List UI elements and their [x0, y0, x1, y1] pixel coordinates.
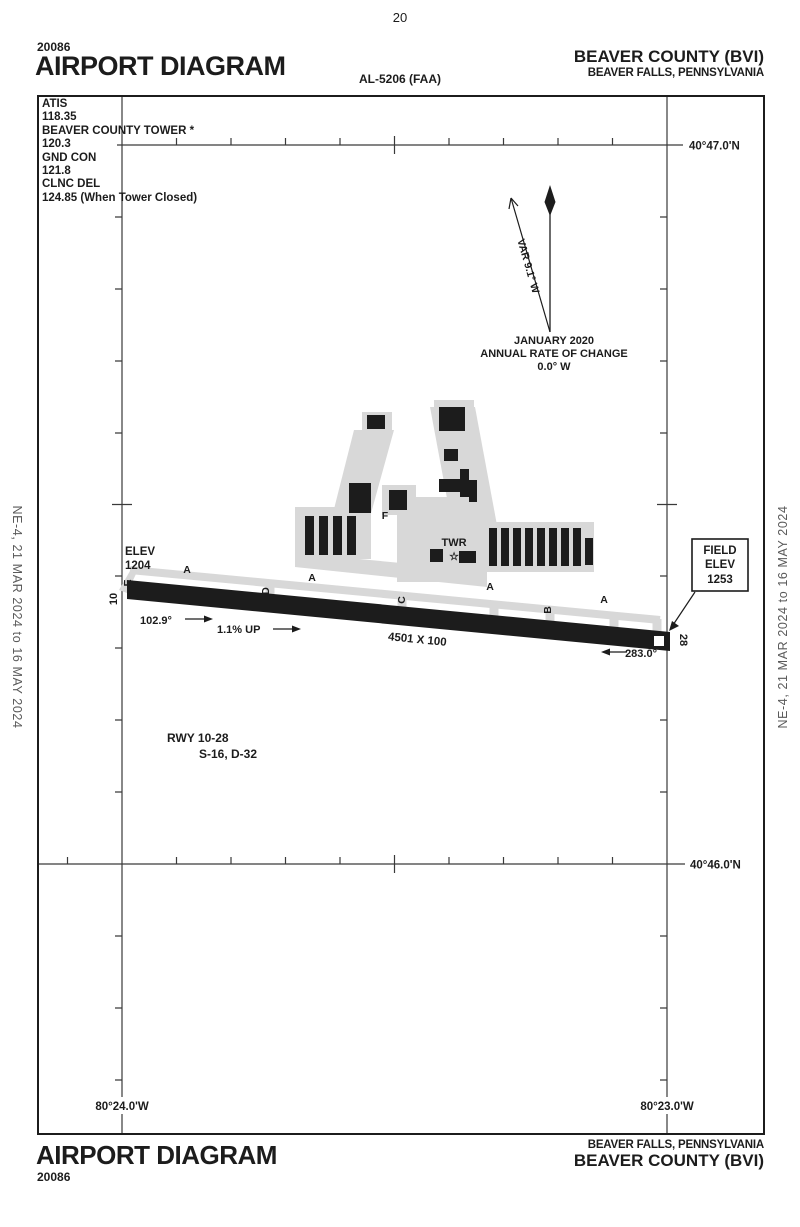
taxiway-a-label-1: A	[183, 564, 191, 576]
hangar-east	[537, 528, 545, 566]
lat-label-top: 40°47.0'N	[689, 140, 740, 153]
tower-label: BEAVER COUNTY TOWER *	[42, 124, 195, 137]
hangar-east	[525, 528, 533, 566]
threshold-elev-value: 1204	[125, 560, 151, 572]
runway-28-number: 28	[677, 633, 689, 647]
hangar-east	[561, 528, 569, 566]
runway-10-number: 10	[108, 592, 120, 606]
taxiway-a-label-3: A	[486, 581, 494, 593]
header-city-state: BEAVER FALLS, PENNSYLVANIA	[587, 67, 764, 79]
tower-star-icon: ☆	[449, 551, 459, 563]
field-elev-arrowhead-icon	[669, 621, 679, 631]
building	[469, 480, 477, 502]
footer-title: AIRPORT DIAGRAM	[36, 1140, 277, 1170]
building	[460, 469, 469, 497]
runway-data-line2: S-16, D-32	[199, 747, 258, 761]
header-chart-number: 20086	[37, 40, 71, 54]
hangar-west	[305, 516, 314, 555]
building	[439, 407, 465, 431]
lon-label-right: 80°23.0'W	[640, 1101, 694, 1113]
lon-label-left: 80°24.0'W	[95, 1101, 149, 1113]
diagram-frame	[37, 95, 765, 1135]
heading-east-arrowhead-icon	[601, 649, 610, 656]
edition-text-right: NE-4, 21 MAR 2024 to 16 MAY 2024	[776, 505, 790, 729]
building	[459, 551, 476, 563]
annual-rate-label: ANNUAL RATE OF CHANGE	[480, 348, 628, 360]
footer-city-state: BEAVER FALLS, PENNSYLVANIA	[587, 1139, 764, 1151]
atis-frequency: 118.35	[42, 111, 77, 124]
header-airport-name: BEAVER COUNTY (BVI)	[573, 47, 764, 66]
footer-chart-number: 20086	[37, 1170, 71, 1184]
hangar-east	[513, 528, 521, 566]
lat-label-bottom: 40°46.0'N	[690, 859, 741, 872]
taxiway-b-label: B	[542, 606, 554, 614]
annual-rate-block	[480, 335, 627, 373]
ground-control-frequency: 121.8	[42, 165, 71, 178]
clearance-delivery-frequency: 124.85 (When Tower Closed)	[42, 191, 198, 204]
hangar-east	[501, 528, 509, 566]
building	[430, 549, 443, 562]
header-title: AIRPORT DIAGRAM	[35, 51, 286, 81]
comm-frequencies-block	[42, 98, 197, 205]
variation-label: VAR 9.1° W	[514, 237, 542, 295]
building	[367, 415, 385, 429]
heading-west-arrowhead-icon	[204, 616, 213, 623]
hangar-east	[489, 528, 497, 566]
ground-control-label: GND CON	[42, 151, 97, 164]
building	[349, 483, 371, 513]
hangar-east	[585, 538, 593, 565]
north-arrow-group	[509, 185, 556, 332]
hangar-east	[573, 528, 581, 566]
runway-heading-west-label: 102.9°	[140, 615, 172, 627]
field-elev-line2: ELEV	[704, 559, 736, 571]
building	[444, 449, 458, 461]
hangar-west	[333, 516, 342, 555]
tower-label: TWR	[441, 537, 467, 549]
runway-dimensions-label: 4501 X 100	[387, 631, 448, 649]
atis-label: ATIS	[42, 98, 68, 110]
taxiway-a-label-2: A	[308, 572, 316, 584]
field-elev-line1: FIELD	[703, 545, 737, 557]
threshold-elev-label: ELEV	[125, 546, 156, 558]
hangar-east	[549, 528, 557, 566]
hangar-west	[347, 516, 356, 555]
field-elev-arrow-line	[673, 592, 695, 625]
annual-rate-date: JANUARY 2020	[513, 335, 595, 347]
footer-airport-name: BEAVER COUNTY (BVI)	[573, 1151, 764, 1170]
building	[389, 490, 407, 510]
taxiway-d-label: D	[260, 587, 272, 595]
header-plate-id: AL-5206 (FAA)	[358, 72, 441, 86]
page-number: 20	[392, 10, 408, 25]
annual-rate-value: 0.0° W	[537, 361, 571, 373]
runway-data-line1: RWY 10-28	[167, 731, 229, 745]
runway-heading-east-label: 283.0°	[625, 648, 657, 660]
taxiway-f-label: F	[381, 510, 389, 522]
hangar-west	[319, 516, 328, 555]
tower-frequency: 120.3	[42, 138, 71, 151]
gradient-arrowhead-icon	[292, 626, 301, 633]
field-elev-line3: 1253	[707, 574, 733, 586]
taxiway-a-label-4: A	[600, 594, 608, 606]
taxiway-e-label: E	[122, 579, 134, 587]
runway-gradient-label: 1.1% UP	[217, 624, 261, 636]
edition-text-left: NE-4, 21 MAR 2024 to 16 MAY 2024	[10, 505, 24, 729]
runway-28-threshold-square	[654, 636, 664, 646]
true-north-arrowhead-icon	[545, 185, 556, 216]
clearance-delivery-label: CLNC DEL	[42, 178, 101, 191]
taxiway-c-label: C	[396, 596, 408, 604]
airport-diagram-canvas	[39, 97, 763, 1133]
